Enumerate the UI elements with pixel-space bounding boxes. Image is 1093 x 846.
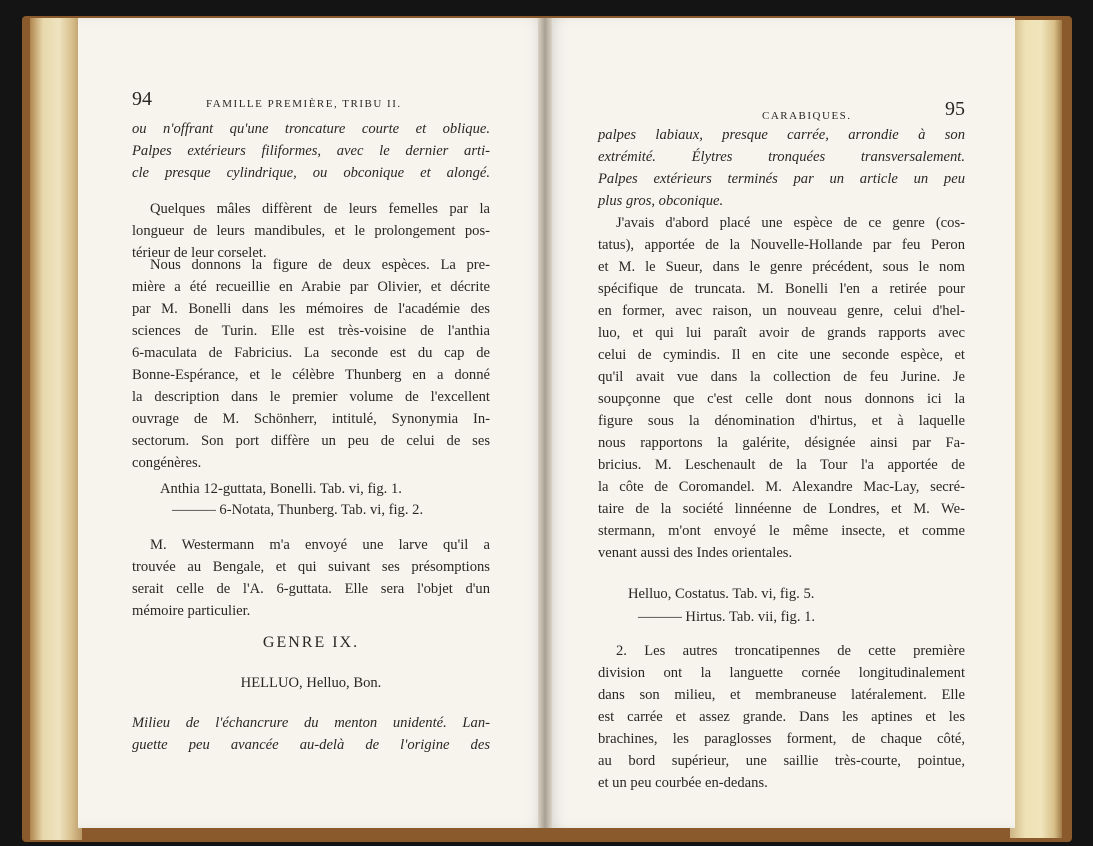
right-running-head: CARABIQUES. <box>762 110 852 122</box>
left-page-edges <box>30 18 82 840</box>
left-ref-1: Anthia 12-guttata, Bonelli. Tab. vi, fig. 1. <box>160 481 402 497</box>
text-line: serait celle de l'A. 6-guttata. Elle sera l'objet d'un <box>132 581 490 597</box>
text-line: venant aussi des Indes orientales. <box>598 545 793 561</box>
text-line: qu'il avait vue dans la collection de feu Jurine. Je <box>598 369 965 385</box>
text-line: stermann, m'ont envoyé le même insecte, et comme <box>598 523 965 539</box>
text-line: au bord supérieur, une saillie très-courte, pointue, <box>598 753 965 769</box>
book-gutter <box>538 18 552 828</box>
text-line: longueur de leurs mandibules, et le prolongement pos- <box>132 223 490 239</box>
text-line: est carrée et assez grande. Dans les aptines et les <box>598 709 965 725</box>
text-line: palpes labiaux, presque carrée, arrondie à son <box>598 127 965 143</box>
text-line: Bonne-Espérance, et le célèbre Thunberg en a donné <box>132 367 490 383</box>
right-para-2 <box>598 640 965 794</box>
text-line: luo, et qui lui paraît avoir de grands rapports avec <box>598 325 965 341</box>
text-line: cle presque cylindrique, ou obconique et alongé. <box>132 165 490 181</box>
left-page-number: 94 <box>132 88 152 110</box>
text-line: brachines, les paraglosses forment, de chaque côté, <box>598 731 965 747</box>
right-ref-1: Helluo, Costatus. Tab. vi, fig. 5. <box>628 586 815 602</box>
text-line: figure sous la dénomination d'hirtus, et à laquelle <box>598 413 965 429</box>
text-line: en former, avec raison, un nouveau genre, celui d'hel- <box>598 303 965 319</box>
text-line: mémoire particulier. <box>132 603 251 619</box>
text-line: ouvrage de M. Schönherr, intitulé, Synonymia In- <box>132 411 490 427</box>
text-line: extrémité. Élytres tronquées transversalement. <box>598 149 965 165</box>
right-page-number: 95 <box>945 98 965 120</box>
text-line: trouvée au Bengale, et qui suivant ses présomptions <box>132 559 490 575</box>
text-line: Quelques mâles diffèrent de leurs femelles par la <box>150 201 490 217</box>
text-line: taire de la société linnéenne de Londres, et M. We- <box>598 501 965 517</box>
text-line: Palpes extérieurs filiformes, avec le dernier arti- <box>132 143 490 159</box>
text-line: nous rapportons la galérite, désignée ainsi par Fa- <box>598 435 965 451</box>
text-line: Nous donnons la figure de deux espèces. La pre- <box>150 257 490 273</box>
right-intro <box>598 124 965 212</box>
text-line: celui de cymindis. Il en cite une seconde espèce, et <box>598 347 965 363</box>
text-line: et M. le Sueur, dans le genre précédent, sous le nom <box>598 259 965 275</box>
genus-diagnosis <box>132 712 490 756</box>
right-ref-2: ——— Hirtus. Tab. vii, fig. 1. <box>638 609 816 625</box>
left-para-2 <box>132 254 490 474</box>
text-line: M. Westermann m'a envoyé une larve qu'il a <box>150 537 490 553</box>
text-line: Palpes extérieurs terminés par un article un peu <box>598 171 965 187</box>
text-line: la description dans le premier volume de l'excellent <box>132 389 490 405</box>
text-line: tatus), apportée de la Nouvelle-Hollande par feu Peron <box>598 237 965 253</box>
text-line: et un peu courbée en-dedans. <box>598 775 768 791</box>
text-line: ou n'offrant qu'une troncature courte et oblique. <box>132 121 490 137</box>
left-para-3 <box>132 534 490 622</box>
text-line: soupçonne que c'est celle dont nous donnons ici la <box>598 391 965 407</box>
right-para-1 <box>598 212 965 564</box>
text-line: Milieu de l'échancrure du menton unidenté. Lan- <box>132 715 490 731</box>
text-line: sciences de Turin. Elle est très-voisine de l'anthia <box>132 323 490 339</box>
left-intro <box>132 118 490 184</box>
text-line: dans son milieu, et membraneuse latéralement. Elle <box>598 687 965 703</box>
text-line: mière a été recueillie en Arabie par Olivier, et décrite <box>132 279 490 295</box>
text-line: guette peu avancée au-delà de l'origine des <box>132 737 490 753</box>
genus-name: HELLUO, Helluo, Bon. <box>240 675 382 691</box>
text-line: par M. Bonelli dans les mémoires de l'académie des <box>132 301 490 317</box>
text-line: spécifique de truncata. M. Bonelli l'en a retirée pour <box>598 281 965 297</box>
text-line: congénères. <box>132 455 202 471</box>
genre-heading: GENRE IX. <box>262 634 360 651</box>
right-page-edges <box>1010 20 1062 838</box>
left-ref-2: ——— 6-Notata, Thunberg. Tab. vi, fig. 2. <box>172 502 424 518</box>
text-line: plus gros, obconique. <box>598 193 724 209</box>
text-line: la côte de Coromandel. M. Alexandre Mac-Lay, secré- <box>598 479 965 495</box>
left-running-head: FAMILLE PREMIÈRE, TRIBU II. <box>206 98 402 110</box>
text-line: 6-maculata de Fabricius. La seconde est du cap de <box>132 345 490 361</box>
text-line: térieur de leur corselet. <box>132 245 267 261</box>
text-line: 2. Les autres troncatipennes de cette première <box>616 643 965 659</box>
text-line: sectorum. Son port diffère un peu de celui de ses <box>132 433 490 449</box>
text-line: division ont la languette cornée longitudinalement <box>598 665 965 681</box>
text-line: J'avais d'abord placé une espèce de ce genre (cos- <box>616 215 965 231</box>
text-line: bricius. M. Leschenault de la Tour l'a apportée de <box>598 457 965 473</box>
